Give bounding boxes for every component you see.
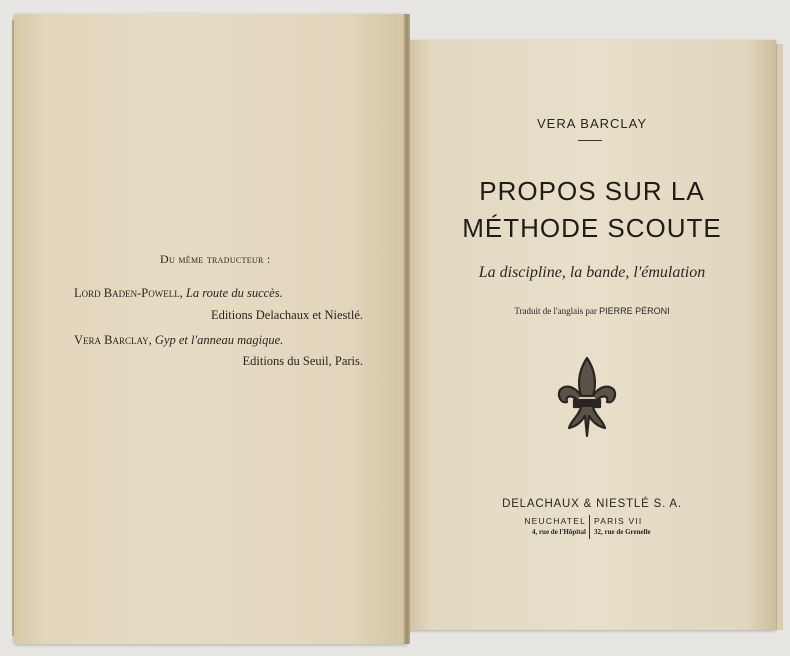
- city-separator: [589, 515, 590, 539]
- right-page-stack: [776, 44, 783, 630]
- address-right: 32, rue de Grenelle: [594, 528, 651, 536]
- translator-line: [408, 306, 776, 316]
- address-left: 4, rue de l'Hôpital: [531, 528, 586, 536]
- entry-1-title: La route du succès.: [185, 286, 283, 300]
- translated-prefix: Traduit de l'anglais par: [514, 306, 597, 316]
- author-rule: [578, 140, 602, 141]
- left-page: [14, 14, 407, 644]
- book-author: VERA BARCLAY: [536, 116, 648, 131]
- publisher-name: DELACHAUX & NIESTLÉ S. A.: [502, 498, 682, 510]
- also-heading-rest: même traducteur :: [178, 252, 271, 266]
- city-left: NEUCHATEL: [524, 516, 586, 526]
- also-heading-du: Du: [160, 252, 176, 266]
- entry-2-title: Gyp et l'anneau magique.: [154, 333, 284, 347]
- translator-name: PIERRE PÉRONI: [599, 306, 670, 316]
- book-subtitle: La discipline, la bande, l'émulation: [478, 264, 706, 281]
- also-by-translator-heading: [160, 252, 271, 267]
- entry-2-author: Vera Barclay,: [74, 333, 152, 347]
- book-title-line-1: PROPOS SUR LA: [479, 176, 705, 206]
- entry-2-publisher: Editions du Seuil, Paris.: [242, 354, 363, 368]
- book-title-line-2: MÉTHODE SCOUTE: [462, 213, 722, 243]
- fleur-de-lis-icon: [557, 356, 617, 440]
- entry-2-line: [74, 333, 283, 348]
- book-gutter: [404, 14, 410, 644]
- entry-1-line: [74, 286, 283, 301]
- entry-1-publisher: Editions Delachaux et Niestlé.: [210, 308, 363, 322]
- entry-1-author: Lord Baden-Powell,: [74, 286, 183, 300]
- city-right: PARIS VII: [594, 516, 643, 526]
